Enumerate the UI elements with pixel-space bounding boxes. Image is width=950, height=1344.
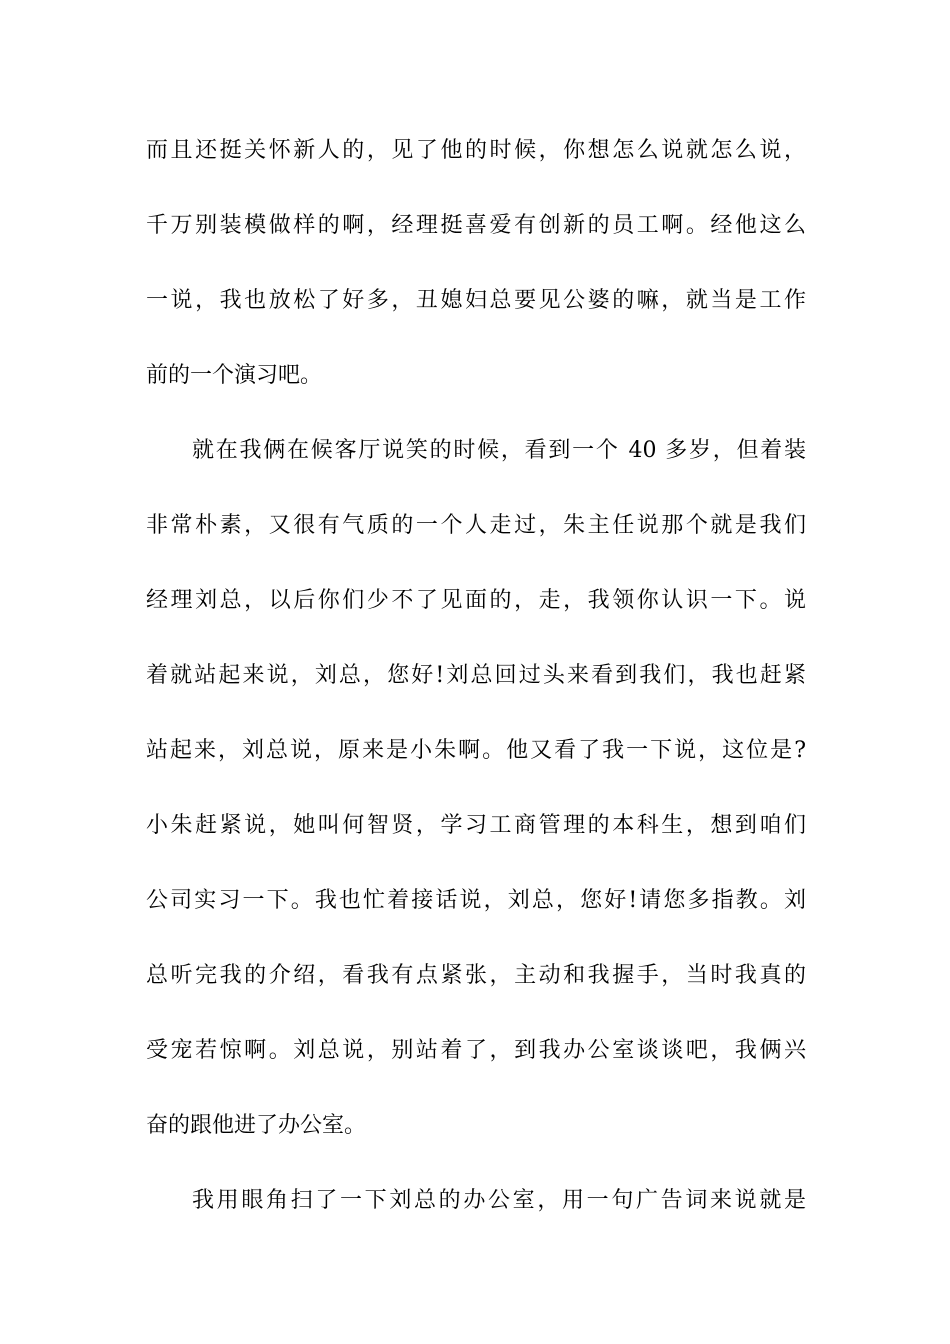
text-line: 站起来，刘总说，原来是小朱啊。他又看了我一下说，这位是? <box>146 738 806 763</box>
text-line: 总听完我的介绍，看我有点紧张，主动和我握手，当时我真的 <box>146 963 806 988</box>
text-line: 小朱赶紧说，她叫何智贤，学习工商管理的本科生，想到咱们 <box>146 813 806 838</box>
text-line: 千万别装模做样的啊，经理挺喜爱有创新的员工啊。经他这么 <box>146 213 806 238</box>
text-line: 公司实习一下。我也忙着接话说，刘总，您好!请您多指教。刘 <box>146 888 806 913</box>
text-line: 而且还挺关怀新人的，见了他的时候，你想怎么说就怎么说， <box>146 138 806 163</box>
text-line: 着就站起来说，刘总，您好!刘总回过头来看到我们，我也赶紧 <box>146 663 806 688</box>
text-line: 前的一个演习吧。 <box>146 363 323 388</box>
text-line-paragraph-start: 我用眼角扫了一下刘总的办公室，用一句广告词来说就是 <box>192 1188 806 1213</box>
text-line: 奋的跟他进了办公室。 <box>146 1113 367 1138</box>
text-line: 受宠若惊啊。刘总说，别站着了，到我办公室谈谈吧，我俩兴 <box>146 1038 806 1063</box>
text-line: 经理刘总，以后你们少不了见面的，走，我领你认识一下。说 <box>146 588 806 613</box>
text-line-paragraph-start: 就在我俩在候客厅说笑的时候，看到一个 40 多岁，但着装 <box>192 438 806 463</box>
document-body <box>146 128 806 1253</box>
text-line: 一说，我也放松了好多，丑媳妇总要见公婆的嘛，就当是工作 <box>146 288 806 313</box>
text-line: 非常朴素，又很有气质的一个人走过，朱主任说那个就是我们 <box>146 513 806 538</box>
